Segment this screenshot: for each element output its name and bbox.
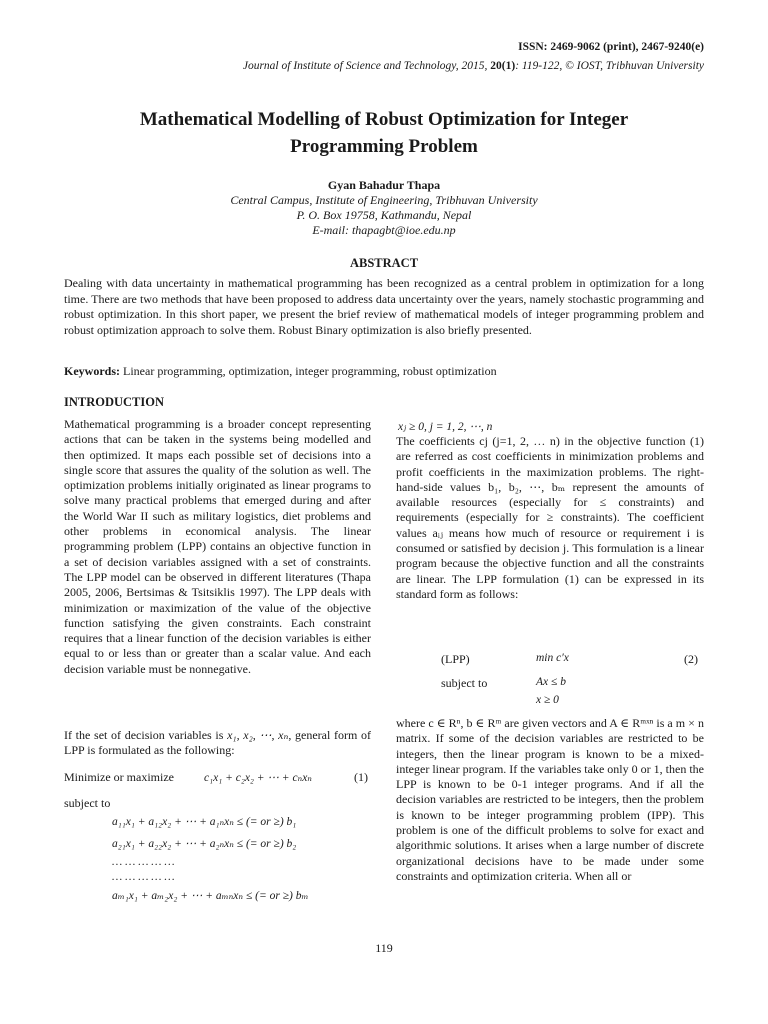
paragraph-2-end: , general form of LPP is formulated as the following:	[64, 728, 371, 758]
email-line: E-mail: thapagbt@ioe.edu.np	[312, 223, 456, 237]
right-column-paragraph-1: The coefficients cj (j=1, 2, … n) in the objective function (1) are referred as cost coefficients in minimization problems and profit coefficients in the maximization problems. The right-hand-side values b₁, b₂, ⋯, bₘ represent the amounts of available resources (especially for ≤ constraints) and requirements (especially for ≥ constraints). The coefficient values aᵢⱼ means how much of resource or requirement i is consumed or satisfied by decision j. This formulation is a linear program because the objective function and all the constraints are linear. The LPP formulation (1) can be expressed in its standard form as follows:	[396, 434, 704, 601]
lpp-subject-to: subject to	[441, 676, 488, 690]
issn-line: ISSN: 2469-9062 (print), 2467-9240(e)	[518, 41, 704, 53]
journal-citation	[243, 60, 704, 72]
constraint-row-m: aₘ₁x₁ + aₘ₂x₂ + ⋯ + aₘₙxₙ ≤ (= or ≥) bₘ	[112, 890, 309, 902]
page-number: 119	[375, 941, 393, 955]
journal-volume: 20(1)	[490, 60, 516, 72]
lpp-objective: min c′x	[536, 652, 569, 664]
section-heading-introduction: INTRODUCTION	[64, 395, 165, 409]
lpp-constraint-x: x ≥ 0	[536, 694, 559, 706]
lpp-constraint-ax: Ax ≤ b	[536, 676, 566, 688]
journal-citation-post: : 119-122, © IOST, Tribhuvan University	[515, 60, 704, 72]
keywords-label: Keywords:	[64, 364, 120, 378]
left-column-paragraph-1: Mathematical programming is a broader concept representing actions that can be taken in the systems being modelled and then optimized. It maps each possible set of decisions into a single score that assures the quality of the solution as well. The optimization problems initially originated as linear programs to solve many practical problems that emerged during and after the World War II such as military logistics, diet problems and other problems in economical analysis. The linear programming problem (LPP) contains an objective function in a set of decision variables assigned with a set of constraints. The LPP model can be observed in different literatures (Thapa 2005, 2006, Bertsimas & Tsitsiklis 1997). The LPP deals with minimization or maximization of the value of the objective function satisfying the given constraints. Each constraint requires that a linear function of the decision variables is either equal to or less than or greater than a scalar value. And each decision variable must be nonnegative.	[64, 417, 371, 676]
paper-title	[64, 106, 704, 160]
constraint-row-ellipsis-2: … … … … …	[112, 871, 175, 883]
left-column-paragraph-2	[64, 728, 371, 759]
objective-label: Minimize or maximize	[64, 770, 174, 784]
paper-title-line-1: Mathematical Modelling of Robust Optimization for Integer	[139, 109, 629, 130]
affiliation-line: Central Campus, Institute of Engineering, Tribhuvan University	[230, 193, 538, 207]
objective-expression: c₁x₁ + c₂x₂ + ⋯ + cₙxₙ	[204, 772, 312, 784]
address-line: P. O. Box 19758, Kathmandu, Nepal	[296, 208, 472, 222]
equation-number-1: (1)	[354, 770, 368, 784]
journal-citation-pre: Journal of Institute of Science and Technology, 2015,	[242, 60, 491, 72]
decision-variables: x₁, x₂, ⋯, xₙ	[227, 728, 289, 742]
equation-number-2: (2)	[684, 652, 698, 666]
paper-title-line-2: Programming Problem	[290, 136, 478, 157]
subject-to-label: subject to	[64, 796, 111, 810]
nonnegativity-constraint: xⱼ ≥ 0, j = 1, 2, ⋯, n	[398, 421, 493, 433]
constraint-row-2: a₂₁x₁ + a₂₂x₂ + ⋯ + a₂ₙxₙ ≤ (= or ≥) b₂	[112, 838, 297, 850]
keywords-text: Linear programming, optimization, integer programming, robust optimization	[120, 364, 497, 378]
keywords	[64, 364, 704, 379]
lpp-label: (LPP)	[441, 652, 470, 666]
constraint-row-1: a₁₁x₁ + a₁₂x₂ + ⋯ + a₁ₙxₙ ≤ (= or ≥) b₁	[112, 816, 297, 828]
paragraph-2-start: If the set of decision variables is	[64, 728, 228, 742]
constraint-row-ellipsis-1: … … … … …	[112, 856, 175, 868]
right-column-paragraph-2: where c ∈ Rⁿ, b ∈ Rᵐ are given vectors and A ∈ Rᵐˣⁿ is a m × n matrix. If some of the decision variables are restricted to be integers, then the linear program is known to be a mixed-integer linear program. If the variables take only 0 or 1, then the LPP is known to be 0-1 integer programs. And if all the decision variables are restricted to be integers, then the problem is known to be integer programming problem (IPP). This problem is one of the difficult problems to solve for exact and algorithmic solutions. It arises when a large number of discrete organizational decisions have to be made under some constraints and optimization criteria. When all or	[396, 716, 704, 883]
abstract-heading: ABSTRACT	[349, 256, 419, 270]
abstract-text: Dealing with data uncertainty in mathematical programming has been recognized as a central problem in optimization for a long time. There are two methods that have been proposed to address data uncertainty over the years, namely stochastic programming and robust optimization. In this short paper, we present the brief review of mathematical models of integer programming problem and robust optimization approach to solve them. Robust Binary optimization is also briefly presented.	[64, 276, 704, 337]
author-name: Gyan Bahadur Thapa	[327, 178, 441, 192]
